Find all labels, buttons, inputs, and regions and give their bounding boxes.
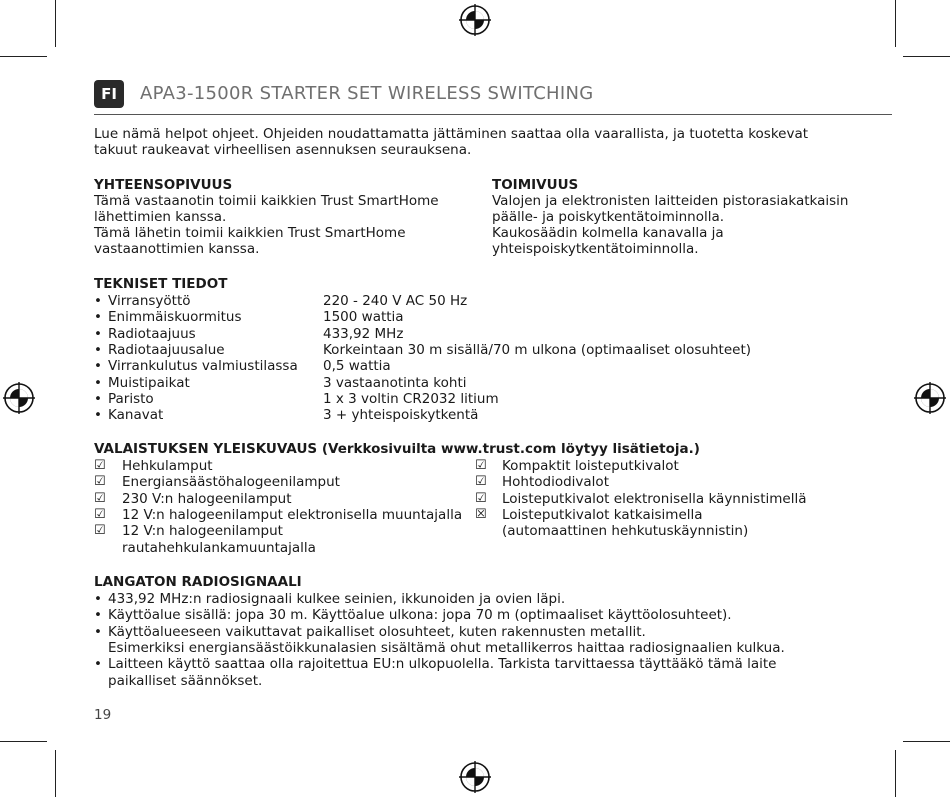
spec-label: • Enimmäiskuormitus [108, 309, 242, 325]
lighting-item: Loisteputkivalot katkaisimella [502, 506, 703, 523]
lighting-item: Loisteputkivalot elektronisella käynnistimellä [502, 490, 807, 507]
radio-bullet-line: • Käyttöalueeseen vaikuttavat paikalliset olosuhteet, kuten rakennusten metallit. [108, 624, 646, 640]
spec-value: 3 + yhteispoiskytkentä [323, 407, 479, 424]
lighting-item: 230 V:n halogeenilamput [122, 490, 292, 507]
crop-mark [903, 56, 950, 57]
radio-bullet-line: • 433,92 MHz:n radiosignaali kulkee seinien, ikkunoiden ja ovien läpi. [108, 591, 565, 607]
spec-value: 1 x 3 voltin CR2032 litium [323, 390, 499, 407]
intro-line: takuut raukeavat virheellisen asennuksen seurauksena. [94, 142, 472, 158]
lighting-item: Hohtodiodivalot [502, 474, 609, 491]
compatibility-line: Tämä lähetin toimii kaikkien Trust SmartHome [94, 225, 406, 241]
lighting-item: Energiansäästöhalogeenilamput [122, 474, 340, 491]
crop-mark [55, 750, 56, 797]
spec-value: 0,5 wattia [323, 358, 391, 375]
spec-value: 1500 wattia [323, 309, 404, 326]
crop-mark [55, 0, 56, 47]
compatibility-heading: YHTEENSOPIVUUS [94, 177, 233, 193]
lighting-item: 12 V:n halogeenilamput [122, 523, 283, 540]
registration-mark-icon [459, 4, 491, 36]
lighting-item: (automaattinen hehkutuskäynnistin) [502, 523, 749, 540]
spec-label: • Kanavat [108, 407, 163, 423]
page-number: 19 [94, 707, 112, 723]
lighting-item: Hehkulamput [122, 458, 213, 474]
checked-checkbox-icon: ☑ [475, 490, 487, 506]
lighting-heading: VALAISTUKSEN YLEISKUVAUS (Verkkosivuilta www.trust.com löytyy lisätietoja.) [94, 441, 700, 457]
spec-value: 433,92 MHz [323, 325, 404, 342]
spec-label: • Radiotaajuus [108, 326, 196, 342]
spec-label: • Paristo [108, 391, 154, 407]
checked-checkbox-icon: ☑ [94, 458, 106, 473]
crop-mark [0, 56, 47, 57]
registration-mark-icon [459, 761, 491, 793]
spec-value: Korkeintaan 30 m sisällä/70 m ulkona (optimaaliset olosuhteet) [323, 341, 752, 358]
checked-checkbox-icon: ☑ [475, 474, 487, 490]
function-line: yhteispoiskytkentätoiminnolla. [492, 241, 699, 257]
function-line: Valojen ja elektronisten laitteiden pistorasiakatkaisin [492, 193, 849, 209]
spec-value: 220 - 240 V AC 50 Hz [323, 293, 468, 309]
radio-bullet-line: paikalliset säännökset. [108, 672, 263, 689]
crop-mark [895, 750, 896, 797]
crop-mark [895, 0, 896, 47]
radio-bullet-line: • Käyttöalue sisällä: jopa 30 m. Käyttöalue ulkona: jopa 70 m (optimaaliset käyttöolosuhteet). [108, 607, 732, 623]
language-badge: FI [94, 80, 124, 108]
crop-mark [903, 741, 950, 742]
spec-label: • Virrankulutus valmiustilassa [108, 358, 298, 374]
compatibility-line: lähettimien kanssa. [94, 209, 227, 225]
checked-checkbox-icon: ☑ [94, 506, 106, 522]
lighting-item: rautahehkulankamuuntajalla [122, 539, 316, 556]
compatibility-line: Tämä vastaanotin toimii kaikkien Trust SmartHome [94, 193, 439, 209]
checked-checkbox-icon: ☑ [94, 523, 106, 539]
radio-bullet-line: Esimerkiksi energiansäästöikkunalasien sisältämä ohut metallikerros haittaa radiosignaalien kulkua. [108, 639, 785, 656]
page-title: APA3-1500R STARTER SET WIRELESS SWITCHING [140, 83, 594, 104]
lighting-item: Kompaktit loisteputkivalot [502, 458, 679, 474]
header-divider [94, 114, 892, 115]
spec-label: • Virransyöttö [108, 293, 191, 309]
registration-mark-icon [914, 382, 946, 414]
checked-checkbox-icon: ☑ [94, 474, 106, 490]
radio-heading: LANGATON RADIOSIGNAALI [94, 574, 302, 590]
function-line: päälle- ja poiskytkentätoiminnolla. [492, 209, 725, 225]
registration-mark-icon [3, 382, 35, 414]
spec-label: • Radiotaajuusalue [108, 342, 225, 358]
spec-value: 3 vastaanotinta kohti [323, 374, 467, 391]
intro-line: Lue nämä helpot ohjeet. Ohjeiden noudattamatta jättäminen saattaa olla vaarallista, ja tuotetta koskevat [94, 126, 809, 142]
spec-label: • Muistipaikat [108, 375, 190, 391]
checked-checkbox-icon: ☑ [475, 458, 487, 473]
radio-bullet-line: • Laitteen käyttö saattaa olla rajoitettua EU:n ulkopuolella. Tarkista tarvittaessa täyttääkö tämä laite [108, 656, 776, 672]
lighting-item: 12 V:n halogeenilamput elektronisella muuntajalla [122, 506, 463, 523]
compatibility-line: vastaanottimien kanssa. [94, 241, 260, 257]
function-line: Kaukosäädin kolmella kanavalla ja [492, 225, 724, 241]
crossed-checkbox-icon: ☒ [475, 506, 487, 522]
crop-mark [0, 741, 47, 742]
specs-heading: TEKNISET TIEDOT [94, 276, 228, 292]
function-heading: TOIMIVUUS [492, 177, 579, 193]
checked-checkbox-icon: ☑ [94, 490, 106, 506]
